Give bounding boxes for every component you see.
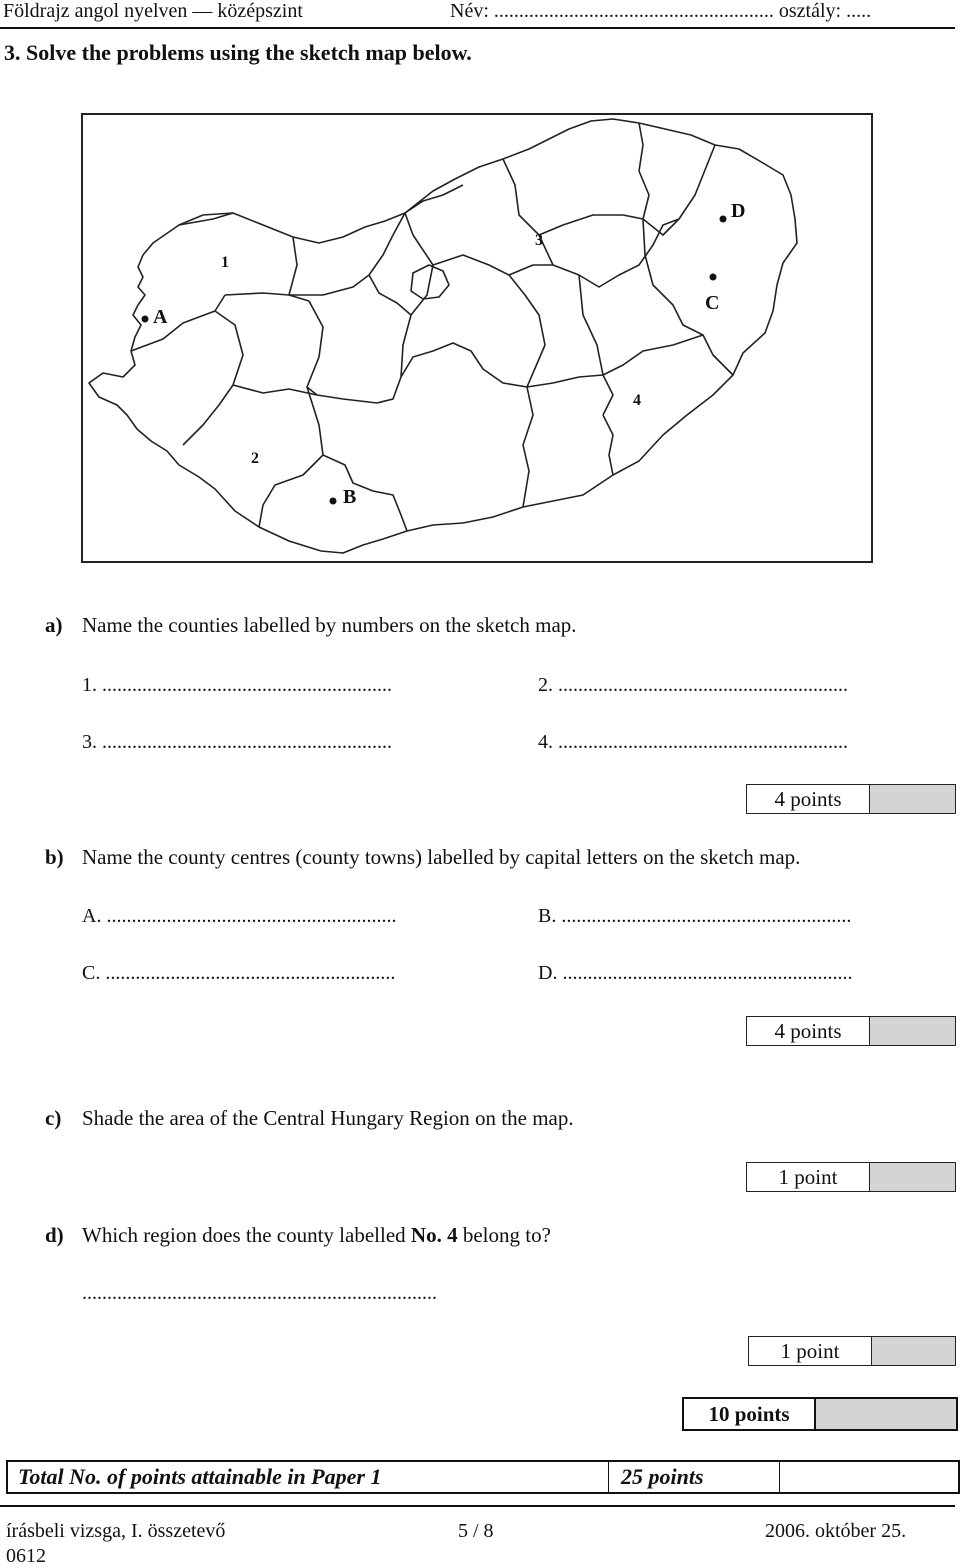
answer-line-b-a[interactable]: A. ..........................................................: [82, 905, 397, 927]
answer-line-a2[interactable]: 2. ..........................................................: [538, 674, 848, 696]
map-letter-a: A: [153, 306, 168, 328]
footer-rule: [0, 1505, 955, 1507]
map-letter-b: B: [343, 486, 357, 508]
points-label-c: 1 point: [747, 1163, 870, 1191]
answer-line-d[interactable]: .......................................................................: [82, 1282, 437, 1304]
answer-line-a4[interactable]: 4. ..........................................................: [538, 731, 848, 753]
map-svg: [83, 115, 871, 561]
footer-exam-name: írásbeli vizsga, I. összetevő: [6, 1520, 226, 1542]
answer-line-b-b[interactable]: B. ..........................................................: [538, 905, 852, 927]
points-box-b: [746, 1016, 956, 1046]
total-value: 25 points: [609, 1462, 780, 1492]
map-letter-d: D: [731, 200, 746, 222]
part-d-question: [82, 1223, 551, 1248]
map-dot-d: [720, 216, 727, 223]
score-field-b[interactable]: [870, 1017, 955, 1045]
answer-line-a1[interactable]: 1. ..........................................................: [82, 674, 392, 696]
country-outline: [89, 119, 797, 553]
map-dot-b: [330, 498, 337, 505]
points-box-c: [746, 1162, 956, 1192]
total-label: Total No. of points attainable in Paper 1: [8, 1462, 609, 1492]
points-label-d: 1 point: [749, 1337, 872, 1365]
map-dot-c: [710, 274, 717, 281]
footer-date: 2006. október 25.: [765, 1520, 907, 1542]
part-d-tag: d): [45, 1223, 64, 1247]
part-b-question: Name the county centres (county towns) labelled by capital letters on the sketch map.: [82, 845, 801, 869]
map-letter-c: C: [705, 292, 720, 314]
score-field-d[interactable]: [872, 1337, 955, 1365]
points-label-a: 4 points: [747, 785, 870, 813]
part-a-tag: a): [45, 613, 63, 637]
sketch-map: [81, 113, 873, 563]
total-row: [6, 1460, 960, 1494]
task-title: 3. Solve the problems using the sketch map below.: [4, 40, 472, 65]
footer-code: 0612: [6, 1545, 46, 1567]
answer-line-b-c[interactable]: C. ..........................................................: [82, 962, 396, 984]
part-b-tag: b): [45, 845, 64, 869]
map-number-1: 1: [221, 254, 229, 271]
points-box-d: [748, 1336, 956, 1366]
answer-line-a3[interactable]: 3. ..........................................................: [82, 731, 392, 753]
score-field-a[interactable]: [870, 785, 955, 813]
subtotal-label: 10 points: [684, 1399, 816, 1429]
part-d-text-bold: No. 4: [410, 1223, 458, 1247]
points-box-a: [746, 784, 956, 814]
part-a-question: Name the counties labelled by numbers on the sketch map.: [82, 613, 577, 637]
map-dot-a: [142, 316, 149, 323]
header-rule: [0, 27, 955, 29]
header-name-field: Név: ........................................................ osztály: .....: [450, 0, 872, 22]
part-d-text-after: belong to?: [457, 1223, 551, 1247]
footer-page-number: 5 / 8: [458, 1520, 494, 1542]
total-score-field[interactable]: [780, 1462, 958, 1492]
header-title: Földrajz angol nyelven — középszint: [3, 0, 303, 22]
part-c-tag: c): [45, 1106, 62, 1130]
score-field-c[interactable]: [870, 1163, 955, 1191]
points-label-b: 4 points: [747, 1017, 870, 1045]
map-number-3: 3: [535, 232, 543, 249]
subtotal-score-field[interactable]: [816, 1399, 956, 1429]
part-d-text-before: Which region does the county labelled: [82, 1223, 411, 1247]
part-c-question: Shade the area of the Central Hungary Region on the map.: [82, 1106, 574, 1130]
map-number-2: 2: [251, 450, 259, 467]
map-number-4: 4: [633, 392, 641, 409]
answer-line-b-d[interactable]: D. ..........................................................: [538, 962, 853, 984]
subtotal-box: [682, 1397, 958, 1431]
